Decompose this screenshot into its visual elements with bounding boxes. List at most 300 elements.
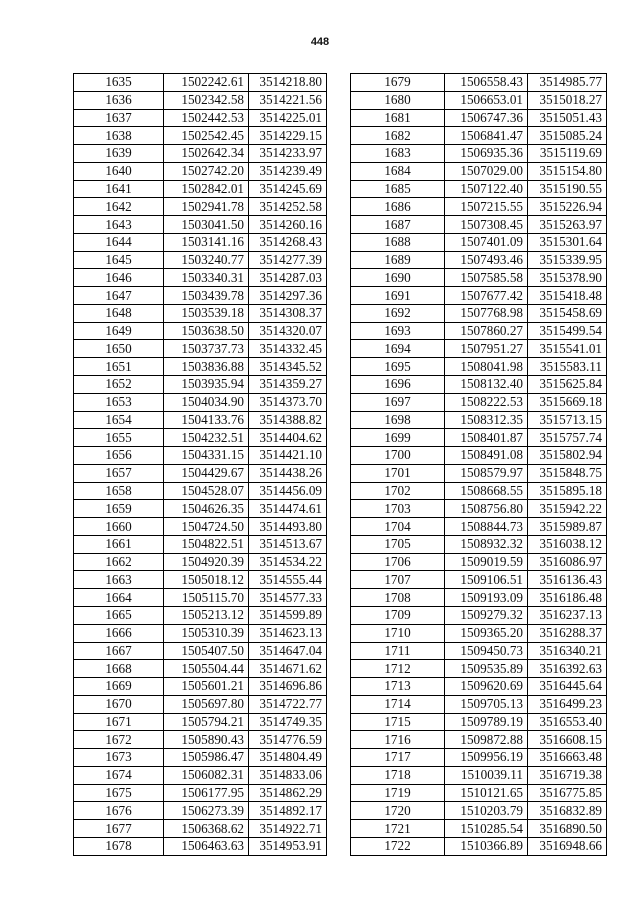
point-id-cell: 1672 bbox=[74, 731, 164, 749]
y-coordinate-cell: 3516445.64 bbox=[528, 678, 607, 696]
point-id-cell: 1654 bbox=[74, 411, 164, 429]
x-coordinate-cell: 1502342.58 bbox=[164, 91, 249, 109]
y-coordinate-cell: 3516136.43 bbox=[528, 571, 607, 589]
table-row bbox=[74, 518, 327, 536]
y-coordinate-cell: 3516663.48 bbox=[528, 749, 607, 767]
x-coordinate-cell: 1503539.18 bbox=[164, 304, 249, 322]
x-coordinate-cell: 1508222.53 bbox=[445, 393, 528, 411]
x-coordinate-cell: 1502242.61 bbox=[164, 74, 249, 92]
table-row bbox=[74, 109, 327, 127]
x-coordinate-cell: 1507768.98 bbox=[445, 304, 528, 322]
table-row bbox=[74, 678, 327, 696]
x-coordinate-cell: 1509279.32 bbox=[445, 606, 528, 624]
y-coordinate-cell: 3515458.69 bbox=[528, 304, 607, 322]
table-row bbox=[74, 553, 327, 571]
x-coordinate-cell: 1509019.59 bbox=[445, 553, 528, 571]
table-row bbox=[74, 500, 327, 518]
table-row bbox=[351, 322, 607, 340]
x-coordinate-cell: 1509956.19 bbox=[445, 749, 528, 767]
y-coordinate-cell: 3516719.38 bbox=[528, 766, 607, 784]
table-row bbox=[351, 251, 607, 269]
y-coordinate-cell: 3516340.21 bbox=[528, 642, 607, 660]
point-id-cell: 1707 bbox=[351, 571, 445, 589]
x-coordinate-cell: 1510285.54 bbox=[445, 820, 528, 838]
point-id-cell: 1677 bbox=[74, 820, 164, 838]
x-coordinate-cell: 1510121.65 bbox=[445, 784, 528, 802]
point-id-cell: 1651 bbox=[74, 358, 164, 376]
y-coordinate-cell: 3516288.37 bbox=[528, 624, 607, 642]
point-id-cell: 1653 bbox=[74, 393, 164, 411]
table-row bbox=[351, 713, 607, 731]
table-row bbox=[351, 216, 607, 234]
x-coordinate-cell: 1505115.70 bbox=[164, 589, 249, 607]
coordinate-table-right bbox=[350, 73, 607, 856]
table-row bbox=[351, 198, 607, 216]
table-row bbox=[74, 837, 327, 855]
x-coordinate-cell: 1506273.39 bbox=[164, 802, 249, 820]
x-coordinate-cell: 1507122.40 bbox=[445, 180, 528, 198]
x-coordinate-cell: 1505018.12 bbox=[164, 571, 249, 589]
y-coordinate-cell: 3515713.15 bbox=[528, 411, 607, 429]
table-row bbox=[74, 74, 327, 92]
y-coordinate-cell: 3516890.50 bbox=[528, 820, 607, 838]
y-coordinate-cell: 3514297.36 bbox=[249, 287, 327, 305]
point-id-cell: 1708 bbox=[351, 589, 445, 607]
x-coordinate-cell: 1506368.62 bbox=[164, 820, 249, 838]
table-row bbox=[351, 287, 607, 305]
x-coordinate-cell: 1508932.32 bbox=[445, 535, 528, 553]
x-coordinate-cell: 1506935.36 bbox=[445, 145, 528, 163]
point-id-cell: 1665 bbox=[74, 606, 164, 624]
y-coordinate-cell: 3515378.90 bbox=[528, 269, 607, 287]
y-coordinate-cell: 3514218.80 bbox=[249, 74, 327, 92]
x-coordinate-cell: 1504528.07 bbox=[164, 482, 249, 500]
point-id-cell: 1709 bbox=[351, 606, 445, 624]
point-id-cell: 1683 bbox=[351, 145, 445, 163]
table-row bbox=[74, 802, 327, 820]
y-coordinate-cell: 3515989.87 bbox=[528, 518, 607, 536]
x-coordinate-cell: 1509365.20 bbox=[445, 624, 528, 642]
table-row bbox=[351, 695, 607, 713]
point-id-cell: 1666 bbox=[74, 624, 164, 642]
x-coordinate-cell: 1505601.21 bbox=[164, 678, 249, 696]
table-row bbox=[351, 74, 607, 92]
table-row bbox=[74, 535, 327, 553]
table-row bbox=[351, 269, 607, 287]
x-coordinate-cell: 1503240.77 bbox=[164, 251, 249, 269]
x-coordinate-cell: 1508579.97 bbox=[445, 464, 528, 482]
point-id-cell: 1648 bbox=[74, 304, 164, 322]
x-coordinate-cell: 1507029.00 bbox=[445, 162, 528, 180]
y-coordinate-cell: 3514862.29 bbox=[249, 784, 327, 802]
x-coordinate-cell: 1510203.79 bbox=[445, 802, 528, 820]
point-id-cell: 1681 bbox=[351, 109, 445, 127]
y-coordinate-cell: 3514332.45 bbox=[249, 340, 327, 358]
point-id-cell: 1701 bbox=[351, 464, 445, 482]
x-coordinate-cell: 1508756.80 bbox=[445, 500, 528, 518]
x-coordinate-cell: 1505794.21 bbox=[164, 713, 249, 731]
table-row bbox=[351, 162, 607, 180]
table-row bbox=[351, 180, 607, 198]
y-coordinate-cell: 3514260.16 bbox=[249, 216, 327, 234]
y-coordinate-cell: 3514833.06 bbox=[249, 766, 327, 784]
point-id-cell: 1657 bbox=[74, 464, 164, 482]
y-coordinate-cell: 3514252.58 bbox=[249, 198, 327, 216]
x-coordinate-cell: 1503141.16 bbox=[164, 233, 249, 251]
y-coordinate-cell: 3514373.70 bbox=[249, 393, 327, 411]
point-id-cell: 1686 bbox=[351, 198, 445, 216]
x-coordinate-cell: 1504331.15 bbox=[164, 447, 249, 465]
x-coordinate-cell: 1504626.35 bbox=[164, 500, 249, 518]
y-coordinate-cell: 3514722.77 bbox=[249, 695, 327, 713]
x-coordinate-cell: 1507860.27 bbox=[445, 322, 528, 340]
y-coordinate-cell: 3514749.35 bbox=[249, 713, 327, 731]
table-row bbox=[351, 109, 607, 127]
table-row bbox=[351, 820, 607, 838]
y-coordinate-cell: 3514456.09 bbox=[249, 482, 327, 500]
y-coordinate-cell: 3514892.17 bbox=[249, 802, 327, 820]
point-id-cell: 1685 bbox=[351, 180, 445, 198]
x-coordinate-cell: 1507215.55 bbox=[445, 198, 528, 216]
y-coordinate-cell: 3514221.56 bbox=[249, 91, 327, 109]
x-coordinate-cell: 1504232.51 bbox=[164, 429, 249, 447]
table-row bbox=[351, 784, 607, 802]
x-coordinate-cell: 1508401.87 bbox=[445, 429, 528, 447]
point-id-cell: 1720 bbox=[351, 802, 445, 820]
point-id-cell: 1668 bbox=[74, 660, 164, 678]
point-id-cell: 1639 bbox=[74, 145, 164, 163]
y-coordinate-cell: 3515942.22 bbox=[528, 500, 607, 518]
x-coordinate-cell: 1508491.08 bbox=[445, 447, 528, 465]
table-row bbox=[351, 91, 607, 109]
y-coordinate-cell: 3514985.77 bbox=[528, 74, 607, 92]
point-id-cell: 1640 bbox=[74, 162, 164, 180]
x-coordinate-cell: 1502941.78 bbox=[164, 198, 249, 216]
point-id-cell: 1674 bbox=[74, 766, 164, 784]
point-id-cell: 1712 bbox=[351, 660, 445, 678]
x-coordinate-cell: 1505890.43 bbox=[164, 731, 249, 749]
point-id-cell: 1662 bbox=[74, 553, 164, 571]
table-row bbox=[74, 340, 327, 358]
y-coordinate-cell: 3515226.94 bbox=[528, 198, 607, 216]
x-coordinate-cell: 1504034.90 bbox=[164, 393, 249, 411]
x-coordinate-cell: 1510366.89 bbox=[445, 837, 528, 855]
y-coordinate-cell: 3514804.49 bbox=[249, 749, 327, 767]
x-coordinate-cell: 1505986.47 bbox=[164, 749, 249, 767]
point-id-cell: 1716 bbox=[351, 731, 445, 749]
point-id-cell: 1680 bbox=[351, 91, 445, 109]
table-row bbox=[351, 518, 607, 536]
table-row bbox=[351, 606, 607, 624]
point-id-cell: 1721 bbox=[351, 820, 445, 838]
x-coordinate-cell: 1505504.44 bbox=[164, 660, 249, 678]
point-id-cell: 1678 bbox=[74, 837, 164, 855]
point-id-cell: 1664 bbox=[74, 589, 164, 607]
y-coordinate-cell: 3515018.27 bbox=[528, 91, 607, 109]
y-coordinate-cell: 3515499.54 bbox=[528, 322, 607, 340]
y-coordinate-cell: 3514555.44 bbox=[249, 571, 327, 589]
table-row bbox=[351, 464, 607, 482]
table-row bbox=[74, 784, 327, 802]
x-coordinate-cell: 1509620.69 bbox=[445, 678, 528, 696]
table-row bbox=[351, 447, 607, 465]
x-coordinate-cell: 1509705.13 bbox=[445, 695, 528, 713]
point-id-cell: 1647 bbox=[74, 287, 164, 305]
point-id-cell: 1635 bbox=[74, 74, 164, 92]
point-id-cell: 1663 bbox=[74, 571, 164, 589]
point-id-cell: 1688 bbox=[351, 233, 445, 251]
y-coordinate-cell: 3515583.11 bbox=[528, 358, 607, 376]
y-coordinate-cell: 3514534.22 bbox=[249, 553, 327, 571]
point-id-cell: 1710 bbox=[351, 624, 445, 642]
point-id-cell: 1695 bbox=[351, 358, 445, 376]
point-id-cell: 1697 bbox=[351, 393, 445, 411]
point-id-cell: 1719 bbox=[351, 784, 445, 802]
point-id-cell: 1679 bbox=[351, 74, 445, 92]
table-row bbox=[351, 571, 607, 589]
y-coordinate-cell: 3514623.13 bbox=[249, 624, 327, 642]
x-coordinate-cell: 1504133.76 bbox=[164, 411, 249, 429]
y-coordinate-cell: 3514513.67 bbox=[249, 535, 327, 553]
point-id-cell: 1704 bbox=[351, 518, 445, 536]
point-id-cell: 1714 bbox=[351, 695, 445, 713]
y-coordinate-cell: 3514239.49 bbox=[249, 162, 327, 180]
table-row bbox=[351, 553, 607, 571]
point-id-cell: 1718 bbox=[351, 766, 445, 784]
table-row bbox=[351, 233, 607, 251]
y-coordinate-cell: 3514233.97 bbox=[249, 145, 327, 163]
x-coordinate-cell: 1506463.63 bbox=[164, 837, 249, 855]
y-coordinate-cell: 3514404.62 bbox=[249, 429, 327, 447]
x-coordinate-cell: 1503638.50 bbox=[164, 322, 249, 340]
table-row bbox=[351, 731, 607, 749]
table-row bbox=[74, 624, 327, 642]
x-coordinate-cell: 1509106.51 bbox=[445, 571, 528, 589]
y-coordinate-cell: 3515895.18 bbox=[528, 482, 607, 500]
y-coordinate-cell: 3516948.66 bbox=[528, 837, 607, 855]
point-id-cell: 1642 bbox=[74, 198, 164, 216]
table-row bbox=[351, 660, 607, 678]
table-row bbox=[351, 624, 607, 642]
table-row bbox=[351, 589, 607, 607]
table-row bbox=[74, 127, 327, 145]
table-row bbox=[351, 678, 607, 696]
x-coordinate-cell: 1509789.19 bbox=[445, 713, 528, 731]
y-coordinate-cell: 3514599.89 bbox=[249, 606, 327, 624]
point-id-cell: 1646 bbox=[74, 269, 164, 287]
table-row bbox=[351, 642, 607, 660]
point-id-cell: 1656 bbox=[74, 447, 164, 465]
x-coordinate-cell: 1508844.73 bbox=[445, 518, 528, 536]
table-row bbox=[74, 304, 327, 322]
y-coordinate-cell: 3514421.10 bbox=[249, 447, 327, 465]
x-coordinate-cell: 1503041.50 bbox=[164, 216, 249, 234]
point-id-cell: 1684 bbox=[351, 162, 445, 180]
point-id-cell: 1689 bbox=[351, 251, 445, 269]
point-id-cell: 1643 bbox=[74, 216, 164, 234]
x-coordinate-cell: 1509872.88 bbox=[445, 731, 528, 749]
table-row bbox=[351, 145, 607, 163]
y-coordinate-cell: 3516775.85 bbox=[528, 784, 607, 802]
point-id-cell: 1717 bbox=[351, 749, 445, 767]
point-id-cell: 1658 bbox=[74, 482, 164, 500]
table-row bbox=[74, 287, 327, 305]
y-coordinate-cell: 3515541.01 bbox=[528, 340, 607, 358]
y-coordinate-cell: 3516553.40 bbox=[528, 713, 607, 731]
x-coordinate-cell: 1507677.42 bbox=[445, 287, 528, 305]
x-coordinate-cell: 1508668.55 bbox=[445, 482, 528, 500]
point-id-cell: 1711 bbox=[351, 642, 445, 660]
table-row bbox=[351, 411, 607, 429]
y-coordinate-cell: 3515263.97 bbox=[528, 216, 607, 234]
x-coordinate-cell: 1506841.47 bbox=[445, 127, 528, 145]
y-coordinate-cell: 3515625.84 bbox=[528, 376, 607, 394]
point-id-cell: 1652 bbox=[74, 376, 164, 394]
x-coordinate-cell: 1507493.46 bbox=[445, 251, 528, 269]
y-coordinate-cell: 3514922.71 bbox=[249, 820, 327, 838]
y-coordinate-cell: 3514438.26 bbox=[249, 464, 327, 482]
table-row bbox=[351, 429, 607, 447]
table-row bbox=[74, 322, 327, 340]
point-id-cell: 1660 bbox=[74, 518, 164, 536]
x-coordinate-cell: 1504429.67 bbox=[164, 464, 249, 482]
y-coordinate-cell: 3516038.12 bbox=[528, 535, 607, 553]
y-coordinate-cell: 3514388.82 bbox=[249, 411, 327, 429]
x-coordinate-cell: 1504724.50 bbox=[164, 518, 249, 536]
x-coordinate-cell: 1506558.43 bbox=[445, 74, 528, 92]
table-row bbox=[74, 589, 327, 607]
y-coordinate-cell: 3514474.61 bbox=[249, 500, 327, 518]
y-coordinate-cell: 3514225.01 bbox=[249, 109, 327, 127]
x-coordinate-cell: 1505310.39 bbox=[164, 624, 249, 642]
point-id-cell: 1673 bbox=[74, 749, 164, 767]
table-row bbox=[351, 393, 607, 411]
point-id-cell: 1696 bbox=[351, 376, 445, 394]
x-coordinate-cell: 1503935.94 bbox=[164, 376, 249, 394]
point-id-cell: 1671 bbox=[74, 713, 164, 731]
x-coordinate-cell: 1506082.31 bbox=[164, 766, 249, 784]
table-row bbox=[74, 464, 327, 482]
table-row bbox=[74, 642, 327, 660]
y-coordinate-cell: 3514577.33 bbox=[249, 589, 327, 607]
table-row bbox=[74, 411, 327, 429]
point-id-cell: 1661 bbox=[74, 535, 164, 553]
x-coordinate-cell: 1502442.53 bbox=[164, 109, 249, 127]
x-coordinate-cell: 1503737.73 bbox=[164, 340, 249, 358]
table-row bbox=[351, 304, 607, 322]
table-row bbox=[74, 447, 327, 465]
point-id-cell: 1650 bbox=[74, 340, 164, 358]
x-coordinate-cell: 1503340.31 bbox=[164, 269, 249, 287]
x-coordinate-cell: 1505213.12 bbox=[164, 606, 249, 624]
table-row bbox=[351, 837, 607, 855]
y-coordinate-cell: 3515757.74 bbox=[528, 429, 607, 447]
x-coordinate-cell: 1506653.01 bbox=[445, 91, 528, 109]
table-row bbox=[74, 91, 327, 109]
point-id-cell: 1645 bbox=[74, 251, 164, 269]
point-id-cell: 1703 bbox=[351, 500, 445, 518]
x-coordinate-cell: 1503439.78 bbox=[164, 287, 249, 305]
table-row bbox=[74, 820, 327, 838]
table-row bbox=[74, 376, 327, 394]
table-row bbox=[74, 695, 327, 713]
y-coordinate-cell: 3515848.75 bbox=[528, 464, 607, 482]
table-row bbox=[351, 127, 607, 145]
y-coordinate-cell: 3514776.59 bbox=[249, 731, 327, 749]
table-row bbox=[74, 749, 327, 767]
y-coordinate-cell: 3514671.62 bbox=[249, 660, 327, 678]
point-id-cell: 1715 bbox=[351, 713, 445, 731]
y-coordinate-cell: 3514493.80 bbox=[249, 518, 327, 536]
y-coordinate-cell: 3515085.24 bbox=[528, 127, 607, 145]
table-row bbox=[74, 233, 327, 251]
point-id-cell: 1694 bbox=[351, 340, 445, 358]
y-coordinate-cell: 3514345.52 bbox=[249, 358, 327, 376]
point-id-cell: 1687 bbox=[351, 216, 445, 234]
x-coordinate-cell: 1508132.40 bbox=[445, 376, 528, 394]
point-id-cell: 1669 bbox=[74, 678, 164, 696]
x-coordinate-cell: 1509535.89 bbox=[445, 660, 528, 678]
table-row bbox=[74, 162, 327, 180]
y-coordinate-cell: 3514953.91 bbox=[249, 837, 327, 855]
x-coordinate-cell: 1506747.36 bbox=[445, 109, 528, 127]
y-coordinate-cell: 3514359.27 bbox=[249, 376, 327, 394]
x-coordinate-cell: 1505407.50 bbox=[164, 642, 249, 660]
table-row bbox=[351, 500, 607, 518]
table-row bbox=[351, 766, 607, 784]
point-id-cell: 1670 bbox=[74, 695, 164, 713]
point-id-cell: 1693 bbox=[351, 322, 445, 340]
y-coordinate-cell: 3516392.63 bbox=[528, 660, 607, 678]
point-id-cell: 1705 bbox=[351, 535, 445, 553]
x-coordinate-cell: 1504822.51 bbox=[164, 535, 249, 553]
y-coordinate-cell: 3516608.15 bbox=[528, 731, 607, 749]
point-id-cell: 1655 bbox=[74, 429, 164, 447]
y-coordinate-cell: 3514229.15 bbox=[249, 127, 327, 145]
point-id-cell: 1702 bbox=[351, 482, 445, 500]
y-coordinate-cell: 3514277.39 bbox=[249, 251, 327, 269]
y-coordinate-cell: 3516499.23 bbox=[528, 695, 607, 713]
coordinate-table-left bbox=[73, 73, 327, 856]
y-coordinate-cell: 3515119.69 bbox=[528, 145, 607, 163]
table-row bbox=[74, 198, 327, 216]
y-coordinate-cell: 3515051.43 bbox=[528, 109, 607, 127]
y-coordinate-cell: 3515154.80 bbox=[528, 162, 607, 180]
point-id-cell: 1649 bbox=[74, 322, 164, 340]
table-row bbox=[74, 269, 327, 287]
table-row bbox=[74, 731, 327, 749]
point-id-cell: 1682 bbox=[351, 127, 445, 145]
point-id-cell: 1691 bbox=[351, 287, 445, 305]
x-coordinate-cell: 1509193.09 bbox=[445, 589, 528, 607]
y-coordinate-cell: 3515301.64 bbox=[528, 233, 607, 251]
x-coordinate-cell: 1502742.20 bbox=[164, 162, 249, 180]
point-id-cell: 1699 bbox=[351, 429, 445, 447]
y-coordinate-cell: 3514647.04 bbox=[249, 642, 327, 660]
point-id-cell: 1676 bbox=[74, 802, 164, 820]
y-coordinate-cell: 3514287.03 bbox=[249, 269, 327, 287]
y-coordinate-cell: 3514245.69 bbox=[249, 180, 327, 198]
table-row bbox=[74, 660, 327, 678]
x-coordinate-cell: 1502542.45 bbox=[164, 127, 249, 145]
x-coordinate-cell: 1507308.45 bbox=[445, 216, 528, 234]
table-row bbox=[74, 766, 327, 784]
table-row bbox=[74, 482, 327, 500]
point-id-cell: 1641 bbox=[74, 180, 164, 198]
point-id-cell: 1644 bbox=[74, 233, 164, 251]
y-coordinate-cell: 3515418.48 bbox=[528, 287, 607, 305]
point-id-cell: 1692 bbox=[351, 304, 445, 322]
